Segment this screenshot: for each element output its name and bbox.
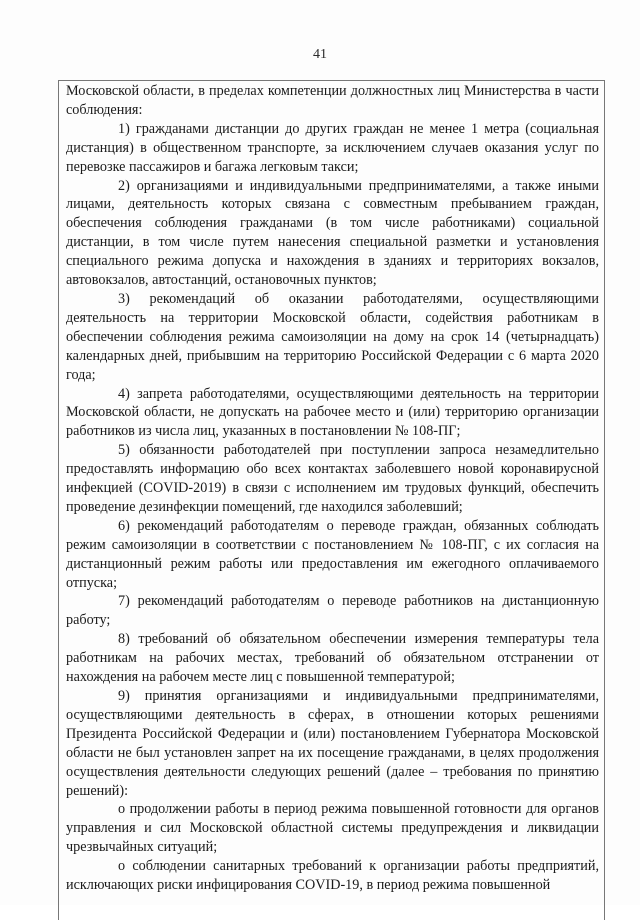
document-body xyxy=(66,82,599,895)
paragraph-item-2: 2) организациями и индивидуальными предпринимателями, а также иными лицами, деятельность которых связана с совместным пребыванием граждан, обеспечения соблюдения гражданами (в том числе работниками) социальной дистанции, в том числе путем нанесения специальной разметки и установления специального режима допуска и нахождения в зданиях и территориях вокзалов, автовокзалов, автостанций, остановочных пунктов; xyxy=(66,177,599,289)
paragraph-item-5: 5) обязанности работодателей при поступлении запроса незамедлительно предоставлять информацию обо всех контактах заболевшего новой коронавирусной инфекцией (COVID-2019) в связи с исполнением им трудовых функций, обеспечить проведение дезинфекции помещений, где находился заболевший; xyxy=(66,442,599,515)
paragraph-subitem-2: о соблюдении санитарных требований к организации работы предприятий, исключающих риски инфицирования COVID-19, в период режима повышенной xyxy=(66,858,599,894)
paragraph-item-4: 4) запрета работодателями, осуществляющими деятельность на территории Московской области, не допускать на рабочее место и (или) территорию организации работников из числа лиц, указанных в постановлении № 108-ПГ; xyxy=(66,385,599,440)
paragraph-item-6: 6) рекомендаций работодателям о переводе граждан, обязанных соблюдать режим самоизоляции в соответствии с постановлением № 108-ПГ, с их согласия на дистанционный режим работы или предоставления им ежегодного оплачиваемого отпуска; xyxy=(66,517,599,591)
paragraph-item-1: 1) гражданами дистанции до других граждан не менее 1 метра (социальная дистанция) в общественном транспорте, за исключением случаев оказания услуг по перевозке пассажиров и багажа легковым такси; xyxy=(66,120,599,175)
paragraph-subitem-1: о продолжении работы в период режима повышенной готовности для органов управления и сил Московской областной системы предупреждения и ликвидации чрезвычайных ситуаций; xyxy=(66,801,599,856)
page-number: 41 xyxy=(313,47,327,62)
paragraph-item-7: 7) рекомендаций работодателям о переводе работников на дистанционную работу; xyxy=(66,593,599,629)
paragraph-item-8: 8) требований об обязательном обеспечении измерения температуры тела работникам на рабочих местах, требований об обязательном отстранении от нахождения на рабочем месте лиц с повышенной температурой; xyxy=(66,631,599,686)
paragraph-intro: Московской области, в пределах компетенции должностных лиц Министерства в части соблюдения: xyxy=(66,83,599,118)
paragraph-item-3: 3) рекомендаций об оказании работодателями, осуществляющими деятельность на территории Московской области, содействия работникам в обеспечении соблюдения режима самоизоляции на дому на срок 14 (четырнадцать) календарных дней, прибывшим на территорию Российской Федерации с 6 марта 2020 года; xyxy=(66,290,599,383)
paragraph-item-9: 9) принятия организациями и индивидуальными предпринимателями, осуществляющими деятельность в сферах, в отношении которых решениями Президента Российской Федерации и (или) постановлением Губернатора Московской области не был установлен запрет на их посещение гражданами, в целях продолжения осуществления деятельности следующих решений (далее – требования по принятию решений): xyxy=(66,688,599,799)
